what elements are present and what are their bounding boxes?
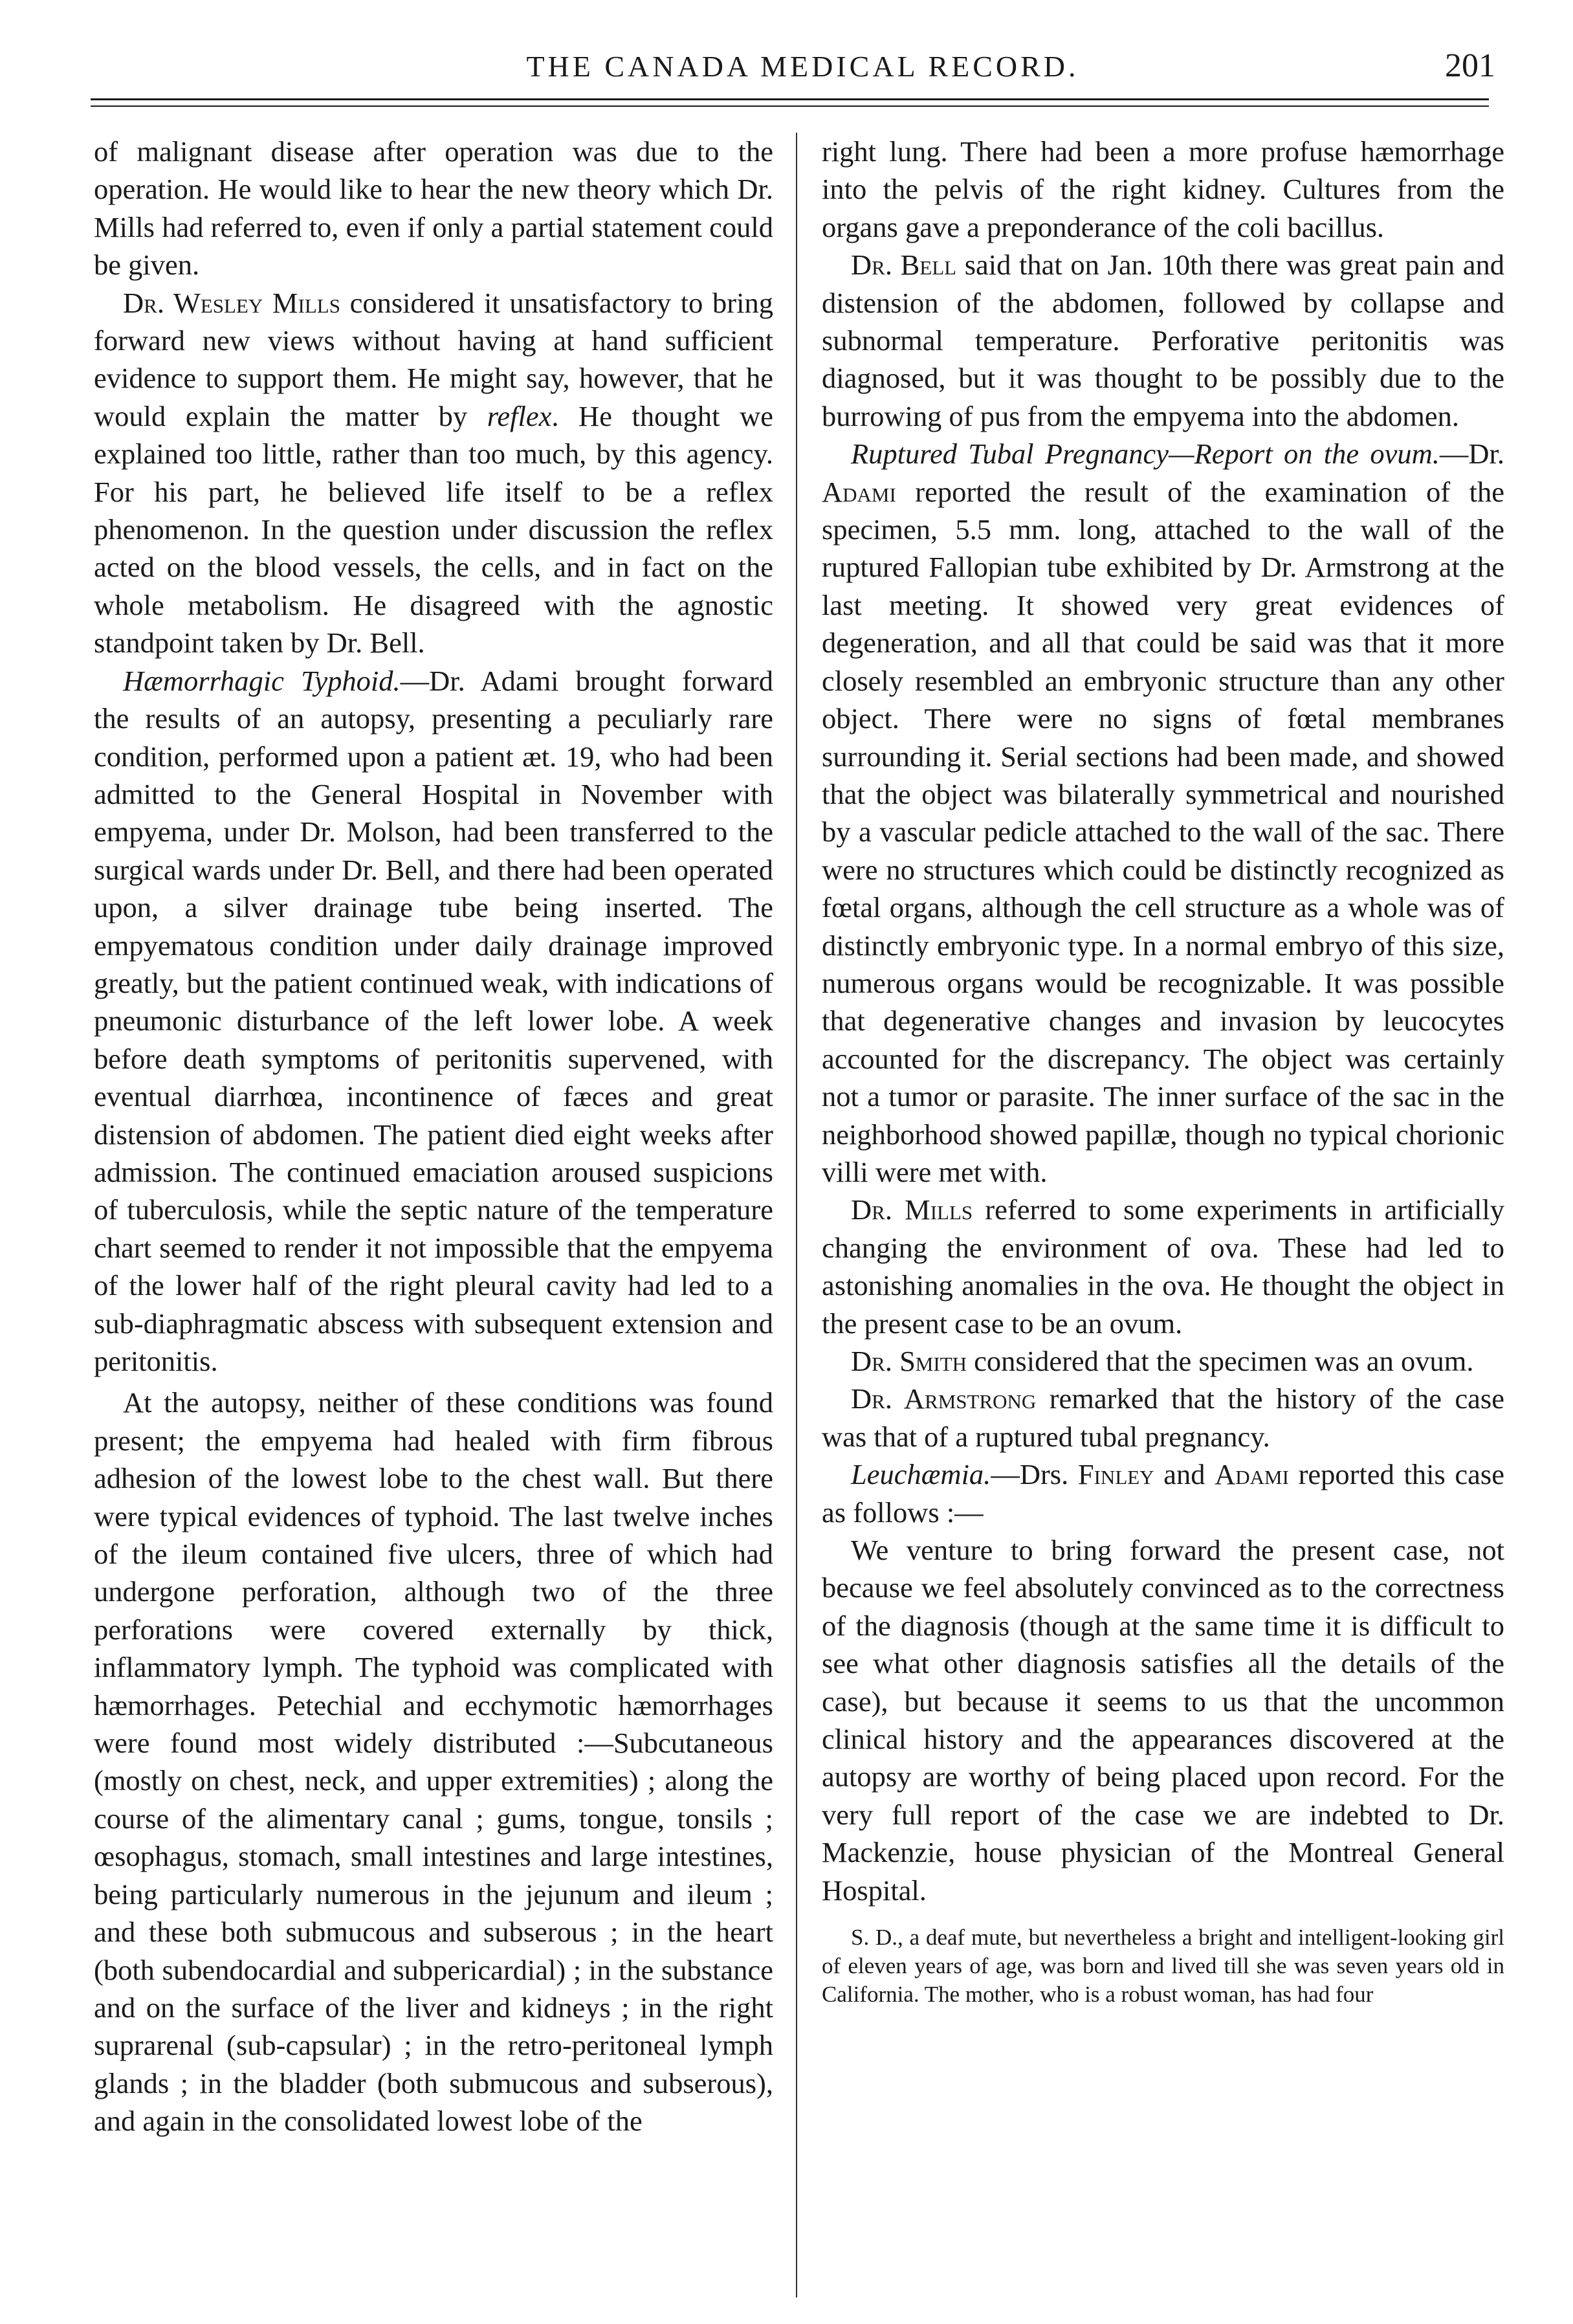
running-title: THE CANADA MEDICAL RECORD. [526,50,1079,83]
section-heading: Hæmorrhagic Typhoid. [123,664,401,697]
paragraph-text: —Drs. [991,1458,1078,1491]
paragraph [822,1380,1504,1455]
italic-term: reflex [487,399,552,432]
paragraph [822,1191,1504,1342]
paragraph: of malignant disease after operation was due to the operation. He would like to hear the new theory which Dr. Mills had referred to, even if only a partial statement could be given. [94,135,773,282]
paragraph: We venture to bring forward the present case, not because we feel absolutely convinced as to the correctness of the diagnosis (though at the same time it is difficult to see what other diagnosis satisfies all the details of the case), but because it seems to us that the uncommon clinical history and the appearances discovered at the autopsy are worthy of being placed upon record. For the very full report of the case we are indebted to Dr. Mackenzie, house physician of the Montreal General Hospital. [822,1534,1504,1907]
paragraph-text: considered that the specimen was an ovum. [967,1345,1474,1377]
section-heading: Ruptured Tubal Pregnancy—Report on the ovum. [851,437,1440,470]
right-column [822,133,1504,2009]
paragraph-text: remarked that the history of the case was that of a ruptured tubal pregnancy. [822,1382,1504,1453]
speaker-name: Finley [1077,1458,1154,1491]
speaker-name: Adami [1215,1458,1289,1491]
paragraph [94,284,773,662]
speaker-name: Dr. Armstrong [851,1382,1037,1415]
case-report-small-print: S. D., a deaf mute, but nevertheless a bright and intelligent-looking girl of eleven years of age, was born and lived till she was seven years old in California. The mother, who is a robust woman, has had four [822,1925,1504,2008]
paragraph: right lung. There had been a more profuse hæmorrhage into the pelvis of the right kidney. Cultures from the organs gave a preponderance of the coli bacillus. [822,135,1504,243]
speaker-name: Adami [822,475,896,508]
paragraph-text: and [1154,1458,1215,1491]
paragraph-text: . He thought we explained too little, rather than too much, by this agency. For his part, he believed life itself to be a reflex phenomenon. In the question under discussion the reflex acted on the blood vessels, the cells, and in fact on the whole metabolism. He disagreed with the agnostic standpoint taken by Dr. Bell. [94,399,773,659]
paragraph: At the autopsy, neither of these conditions was found present; the empyema had healed with firm fibrous adhesion of the lowest lobe to the chest wall. But there were typical evidences of typhoid. The last twelve inches of the ileum contained five ulcers, three of which had undergone perforation, although two of the three perforations were covered externally by thick, inflammatory lymph. The typhoid was complicated with hæmorrhages. Petechial and ecchymotic hæmorrhages were found most widely distributed :—Subcutaneous (mostly on chest, neck, and upper extremities) ; along the course of the alimentary canal ; gums, tongue, tonsils ; œsophagus, stomach, small intestines and large intestines, being particularly numerous in the jejunum and ileum ; and these both submucous and subserous ; in the heart (both subendocardial and subpericardial) ; in the substance and on the surface of the liver and kidneys ; in the right suprarenal (sub-capsular) ; in the retro-peritoneal lymph glands ; in the bladder (both submucous and subserous), and again in the consolidated lowest lobe of the [94,1386,773,2138]
speaker-name: Dr. Mills [851,1193,973,1226]
header-rule-thin [91,105,1489,107]
header-rule-thick [91,98,1489,100]
paragraph-text: —Dr. Adami brought forward the results of an autopsy, presenting a peculiarly rare condition, performed upon a patient æt. 19, who had been admitted to the General Hospital in November with empyema, under Dr. Molson, had been transferred to the surgical wards under Dr. Bell, and there had been operated upon, a silver drainage tube being inserted. The empyematous condition under daily drainage improved greatly, but the patient continued weak, with indications of pneumonic disturbance of the left lower lobe. A week before death symptoms of peritonitis supervened, with eventual diarrhœa, incontinence of fæces and great distension of abdomen. The patient died eight weeks after admission. The continued emaciation aroused suspicions of tuberculosis, while the septic nature of the temperature chart seemed to render it not impossible that the empyema of the lower half of the right pleural cavity had led to a sub-diaphragmatic abscess with subsequent extension and peritonitis. [94,664,773,1377]
paragraph-text: considered it unsatisfactory to bring forward new views without having at hand sufficient evidence to support them. He might say, however, that he would explain the matter by [94,286,773,432]
left-column [94,133,773,2140]
paragraph-text: —Dr. [1439,437,1504,470]
paragraph-text: reported this case as follows :— [822,1458,1504,1529]
speaker-name: Dr. Smith [851,1345,967,1377]
section-heading: Leuchæmia. [851,1458,991,1491]
speaker-name: Dr. Bell [851,249,957,282]
paragraph [822,1342,1504,1380]
paragraph-text: said that on Jan. 10th there was great pain and distension of the abdomen, followed by collapse and subnormal temperature. Perforative peritonitis was diagnosed, but it was thought to be possibly due to the burrowing of pus from the empyema into the abdomen. [822,249,1504,432]
speaker-name: Dr. Wesley Mills [123,286,340,319]
paragraph [94,662,773,1380]
paragraph [822,246,1504,435]
paragraph-text: reported the result of the examination of the specimen, 5.5 mm. long, attached to the wall of the ruptured Fallopian tube exhibited by Dr. Armstrong at the last meeting. It showed very great evidences of degeneration, and all that could be said was that it more closely resembled an embryonic structure than any other object. There were no signs of fœtal membranes surrounding it. Serial sections had been made, and showed that the object was bilaterally symmetrical and nourished by a vascular pedicle attached to the wall of the sac. There were no structures which could be distinctly recognized as fœtal organs, although the cell structure as a whole was of distinctly embryonic type. In a normal embryo of this size, numerous organs would be recognizable. It was possible that degenerative changes and invasion by leucocytes accounted for the discrepancy. The object was certainly not a tumor or parasite. The inner surface of the sac in the neighborhood showed papillæ, though no typical chorionic villi were met with. [822,475,1504,1188]
paragraph [822,435,1504,1191]
column-divider [796,133,797,2297]
page-header [91,38,1515,96]
page-number: 201 [1445,47,1495,84]
paragraph [822,1455,1504,1531]
paragraph-text: referred to some experiments in artificially changing the environment of ova. These had led to astonishing anomalies in the ova. He thought the object in the present case to be an ovum. [822,1193,1504,1340]
